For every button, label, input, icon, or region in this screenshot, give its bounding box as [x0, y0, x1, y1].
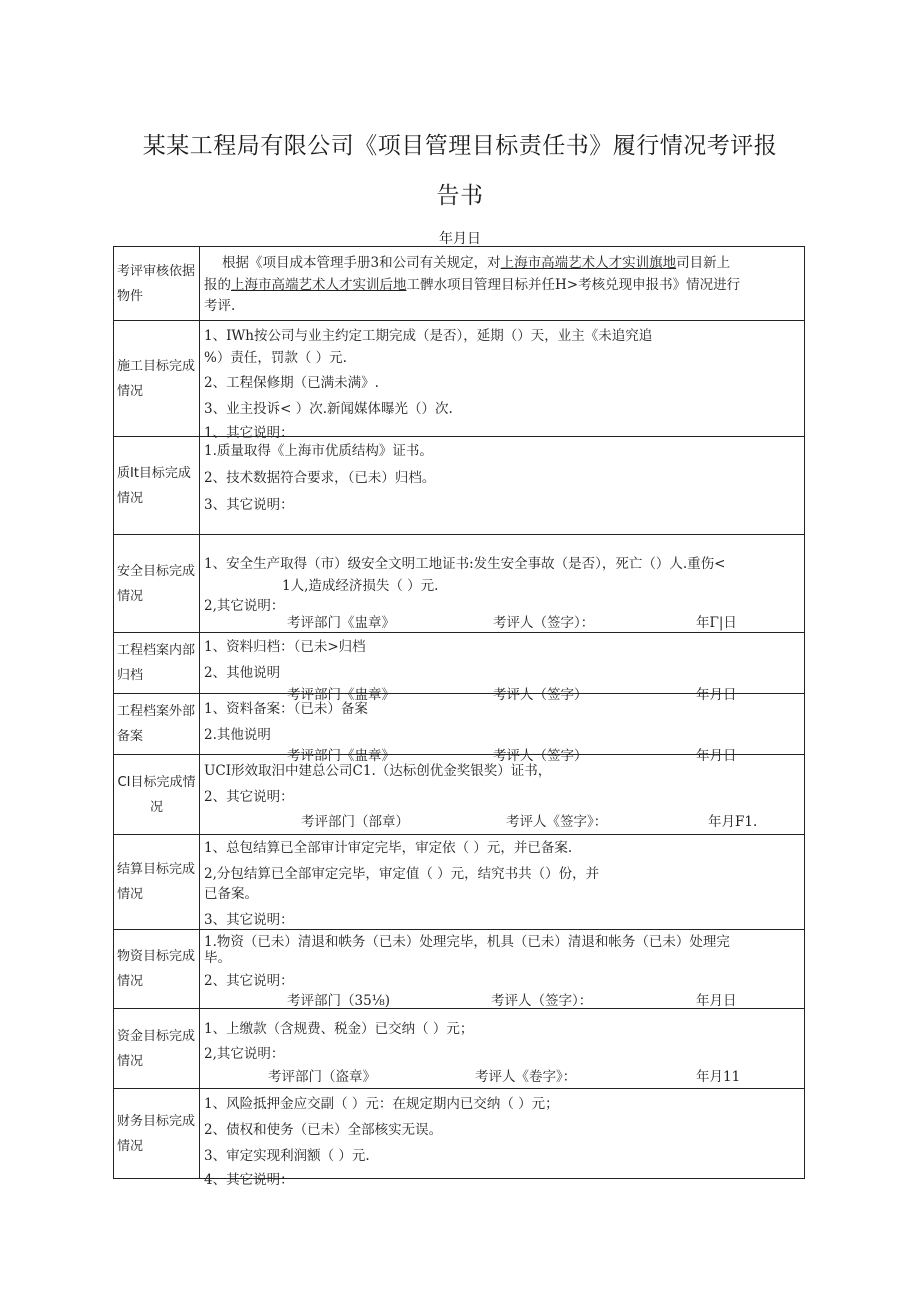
content-line: 考评. [204, 298, 236, 314]
document-title-line-1: 某某工程局有限公司《项目管理目标责任书》履行情况考评报 [142, 133, 778, 159]
table-row-safety [114, 535, 804, 633]
row-label: 工程档案内部归档 [114, 633, 200, 693]
row-content [200, 1009, 804, 1088]
signature-date: 年月日 [696, 748, 737, 764]
row-content [200, 535, 804, 632]
row-content [200, 755, 804, 834]
signature-department: 考评部门《盅章》 [287, 687, 395, 703]
signature-date: 年月11 [696, 1069, 741, 1085]
row-label: 结算目标完成情况 [114, 835, 200, 929]
row-content [200, 930, 804, 1008]
content-line: 2、工程保修期（已满未满》. [204, 375, 379, 391]
signature-evaluator: 考评人（签字）： [493, 615, 595, 631]
content-line: 2、其它说明： [204, 789, 294, 805]
content-line: 1、IWh按公司与业主约定工期完成（是否），延期（）天，业主《未追究追 [204, 328, 653, 344]
content-line: 3、其它说明： [204, 497, 294, 513]
table-row-finance [114, 1089, 804, 1188]
signature-date: 年月日 [696, 687, 737, 703]
content-line: 根据《项目成本管理手册3和公司有关规定，对上海市高端艺术人才实训旗地司目新上 [222, 255, 731, 271]
table-row-materials [114, 930, 804, 1009]
content-line: 1、上缴款（含规费、税金）已交纳（ ）元； [204, 1021, 474, 1037]
signature-evaluator: 考评人《签字》： [506, 814, 608, 830]
content-line: 1.物资（已未）清退和帙务（已未）处理完毕，机具（已未）清退和帐务（已未）处理完 [204, 934, 730, 950]
row-label: 质It目标完成情况 [114, 437, 200, 534]
signature-evaluator: 考评人（签字） [493, 748, 588, 764]
row-label: 资金目标完成情况 [114, 1009, 200, 1088]
evaluation-table [113, 246, 805, 1188]
row-label: CI目标完成情况 [114, 755, 200, 834]
table-row-quality [114, 437, 804, 535]
content-line: %）责任，罚款（ ）元. [204, 350, 347, 366]
table-row-archive-external [114, 694, 804, 764]
content-line: 1人,造成经济损失（ ）元. [282, 578, 439, 594]
content-line: 2、其它说明： [204, 973, 294, 989]
content-line: 报的上海市高端艺术人才实训后地工髀水项目管理目标并任H>考核兑现申报书》情况进行 [204, 277, 741, 293]
content-line: 2、技术数据符合要求，（已未）归档。 [204, 470, 436, 486]
row-content [200, 694, 804, 764]
content-line: 2、其他说明 [204, 665, 281, 681]
row-label: 施工目标完成情况 [114, 321, 200, 436]
signature-department: 考评部门（部章） [301, 814, 409, 830]
signature-department: 考评部门（35⅛) [287, 993, 391, 1009]
content-line: 2,其它说明： [204, 1046, 285, 1062]
document-title-line-2: 告书 [436, 183, 484, 209]
row-content [200, 633, 804, 703]
row-label: 安全目标完成情况 [114, 535, 200, 632]
row-content [200, 1089, 804, 1188]
report-date-line: 年月日 [439, 231, 481, 247]
content-line: 2.其他说明 [204, 727, 271, 743]
content-line: 2,分包结算已全部审定完毕，审定值（ ）元，结究书共（）份，并 [204, 866, 600, 882]
table-row-construction [114, 321, 804, 441]
content-line: 1.质量取得《上海市优质结构》证书。 [204, 443, 433, 459]
content-line: 3、其它说明： [204, 912, 294, 928]
signature-evaluator: 考评人（签字）： [491, 993, 593, 1009]
row-content [200, 321, 804, 441]
content-line: 已备案。 [204, 886, 258, 902]
signature-date: 年月日 [696, 993, 737, 1009]
content-line: 1、总包结算已全部审计审定完毕，审定依（ ）元，并已备案. [204, 840, 573, 856]
row-content [200, 437, 804, 534]
content-line: UCI形效取汨中建总公司C1.（达标创优金奖银奖）证书， [204, 763, 552, 779]
content-line: 1、资料备案：（已未）备案 [204, 701, 368, 717]
row-label: 财务目标完成情况 [114, 1089, 200, 1178]
signature-evaluator: 考评人《卷字》： [475, 1069, 577, 1085]
content-line: 1、风险抵押金应交副（ ）元：在规定期内已交纳（ ）元； [204, 1096, 559, 1112]
row-content [200, 247, 804, 320]
table-row-funds [114, 1009, 804, 1089]
project-name-underlined: 上海市高端艺术人才实训后地 [231, 277, 407, 293]
content-line: 1、其它说明： [204, 425, 294, 441]
signature-date: 年月F1. [708, 814, 758, 830]
signature-date: 年Γ|日 [696, 615, 737, 631]
signature-evaluator: 考评人（签字） [493, 687, 588, 703]
table-row-settlement [114, 835, 804, 930]
content-line: 3、审定实现利润额（ ）元. [204, 1148, 370, 1164]
signature-department: 考评部门（盗章》 [268, 1069, 376, 1085]
signature-department: 考评部门《盅章》 [287, 748, 395, 764]
row-content [200, 835, 804, 929]
table-row-basis [114, 247, 804, 321]
content-line: 3、业主投诉< ）次.新闻媒体曝光（）次. [204, 401, 453, 417]
content-line: 1、资料归档：（已未>归档 [204, 639, 366, 655]
project-name-underlined: 上海市高端艺术人才实训旗地 [500, 255, 677, 271]
content-line: 1、安全生产取得（市）级安全文明工地证书:发生安全事故（是否），死亡（）人.重伤< [204, 556, 726, 572]
content-line: 2、债权和使务（已未）全部核实无误。 [204, 1122, 443, 1138]
table-row-ci [114, 755, 804, 835]
content-line: 4、其它说明： [204, 1172, 294, 1188]
row-label: 工程档案外部备案 [114, 694, 200, 754]
row-label: 物资目标完成情况 [114, 930, 200, 1008]
row-label: 考评审核依据物件 [114, 247, 200, 320]
content-line: 2,其它说明： [204, 598, 285, 614]
table-row-archive-internal [114, 633, 804, 703]
content-line: 毕。 [204, 950, 231, 966]
signature-department: 考评部门《盅章》 [287, 615, 395, 631]
